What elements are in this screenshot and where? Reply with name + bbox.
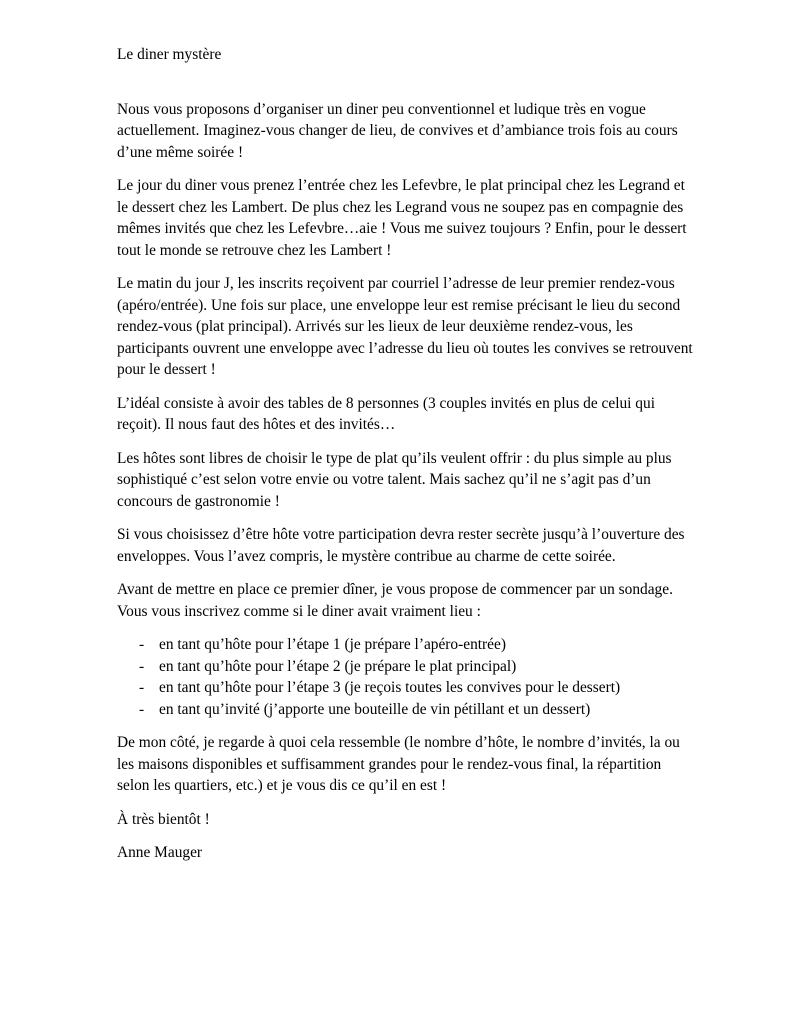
list-dash: -	[139, 636, 145, 653]
list-item	[117, 634, 697, 656]
list-dash: -	[139, 657, 145, 675]
paragraph-secret: Si vous choisissez d’être hôte votre participation devra rester secrète jusqu’à l’ouverture des enveloppes. Vous l’avez compris, le mystère contribue au charme de cette soirée.	[117, 526, 685, 565]
closing-line: À très bientôt !	[117, 810, 210, 828]
paragraph-after-list: De mon côté, je regarde à quoi cela ressemble (le nombre d’hôte, le nombre d’invités, la ou les maisons disponibles et suffisamment grandes pour le rendez-vous final, la répartition selon les quartiers, etc.) et je vous dis ce qu’il en est !	[117, 734, 680, 794]
list-item-text: en tant qu’hôte pour l’étape 2 (je prépare le plat principal)	[159, 657, 517, 675]
paragraph-survey: Avant de mettre en place ce premier dîner, je vous propose de commencer par un sondage. Vous vous inscrivez comme si le diner avait vraiment lieu :	[117, 581, 673, 620]
paragraph-ideal-tables: L’idéal consiste à avoir des tables de 8 personnes (3 couples invités en plus de celui qui reçoit). Il nous faut des hôtes et des invités…	[117, 394, 655, 433]
list-dash: -	[139, 679, 145, 696]
paragraph-intro: Nous vous proposons d’organiser un diner peu conventionnel et ludique très en vogue actuellement. Imaginez-vous changer de lieu, de convives et d’ambiance trois fois au cours d’une même soirée !	[117, 100, 678, 161]
paragraph-hosts: Les hôtes sont libres de choisir le type de plat qu’ils veulent offrir : du plus simple au plus sophistiqué c’est selon votre envie ou votre talent. Mais sachez qu’il ne s’agit pas d’un concours de gastronomie !	[117, 449, 672, 510]
list-item-text: en tant qu’hôte pour l’étape 3 (je reçois toutes les convives pour le dessert)	[159, 679, 621, 696]
document-title: Le diner mystère	[117, 46, 222, 63]
list-item	[117, 656, 697, 678]
paragraph-schedule: Le jour du diner vous prenez l’entrée chez les Lefevbre, le plat principal chez les Legrand et le dessert chez les Lambert. De plus chez les Legrand vous ne soupez pas en compagnie des mêmes invités que chez les Lefevbre…aie ! Vous me suivez toujours ? Enfin, pour le dessert tout le monde se retrouve chez les Lambert !	[117, 177, 687, 259]
list-item-text: en tant qu’invité (j’apporte une bouteille de vin pétillant et un dessert)	[159, 700, 591, 718]
list-dash: -	[139, 700, 145, 718]
list-item-text: en tant qu’hôte pour l’étape 1 (je prépare l’apéro-entrée)	[159, 636, 506, 653]
list-item	[117, 699, 697, 721]
options-list	[117, 634, 697, 720]
document-body	[117, 44, 697, 864]
signature: Anne Mauger	[117, 844, 203, 861]
paragraph-morning: Le matin du jour J, les inscrits reçoivent par courriel l’adresse de leur premier rendez-vous (apéro/entrée). Une fois sur place, une enveloppe leur est remise précisant le lieu du second rendez-vous (plat principal). Arrivés sur les lieux de leur deuxième rendez-vous, les participants ouvrent une enveloppe avec l’adresse du lieu où toutes les convives se retrouvent pour le dessert !	[117, 275, 693, 378]
list-item	[117, 677, 697, 699]
